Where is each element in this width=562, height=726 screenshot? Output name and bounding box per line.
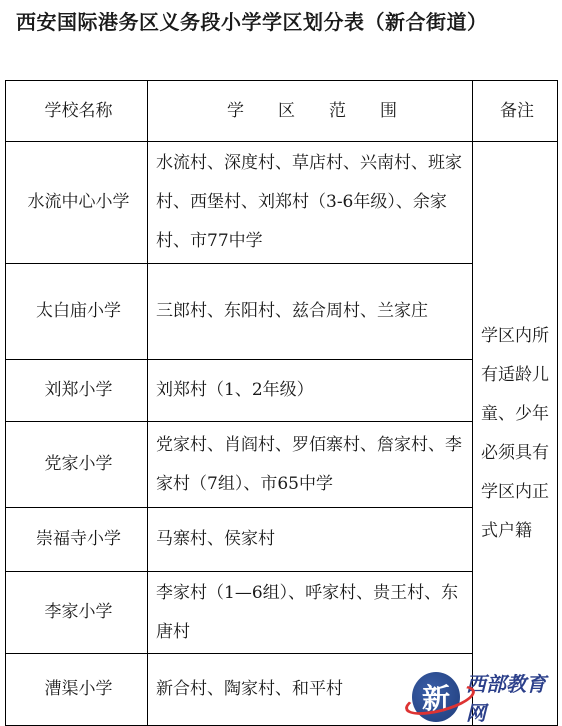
- header-note: 备注: [473, 81, 558, 142]
- school-name: 崇福寺小学: [6, 508, 148, 572]
- site-watermark: [412, 668, 562, 726]
- district-range: 党家村、肖阎村、罗佰寨村、詹家村、李家村（7组）、市65中学: [148, 422, 473, 508]
- school-name: 李家小学: [6, 572, 148, 654]
- note-cell: 学区内所有适龄儿童、少年必须具有学区内正式户籍: [473, 142, 558, 726]
- table-header-row: [6, 81, 558, 142]
- header-school: 学校名称: [6, 81, 148, 142]
- district-range: 李家村（1—6组）、呼家村、贵王村、东唐村: [148, 572, 473, 654]
- header-range-label: 学区范围: [227, 100, 431, 121]
- school-name: 太白庙小学: [6, 264, 148, 360]
- school-name: 党家小学: [6, 422, 148, 508]
- header-range: [148, 81, 473, 142]
- school-name: 漕渠小学: [6, 654, 148, 726]
- school-name: 刘郑小学: [6, 360, 148, 422]
- district-range: 水流村、深度村、草店村、兴南村、班家村、西堡村、刘郑村（3-6年级）、余家村、市77中学: [148, 142, 473, 264]
- district-range: 刘郑村（1、2年级）: [148, 360, 473, 422]
- page-title: 西安国际港务区义务段小学学区划分表（新合街道）: [16, 10, 488, 34]
- school-district-table: [5, 80, 558, 726]
- district-range: 新合村、陶家村、和平村: [148, 654, 473, 726]
- district-range: 马寨村、侯家村: [148, 508, 473, 572]
- site-logo-icon: 新: [412, 672, 460, 722]
- school-name: 水流中心小学: [6, 142, 148, 264]
- site-name: 西部教育网: [466, 672, 546, 725]
- table-row: [6, 142, 558, 264]
- district-range: 三郎村、东阳村、兹合周村、兰家庄: [148, 264, 473, 360]
